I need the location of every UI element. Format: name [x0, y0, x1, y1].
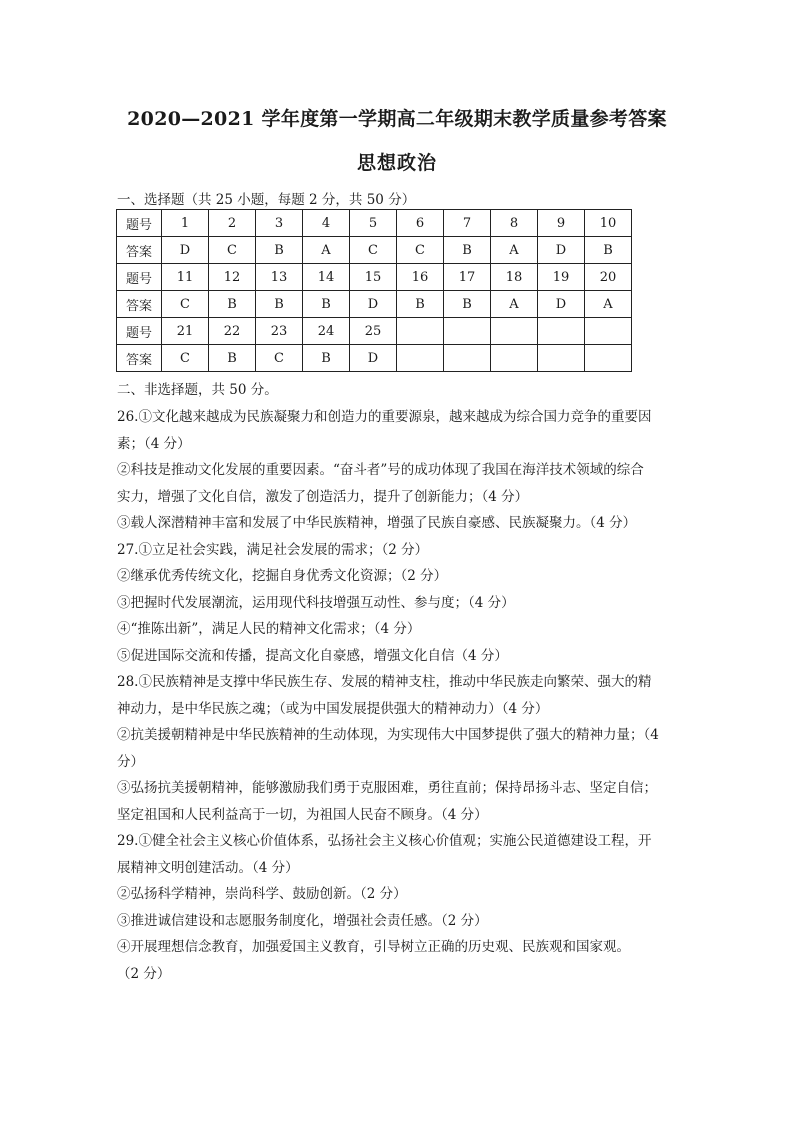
table-cell: A [491, 291, 538, 318]
table-cell: B [209, 345, 256, 372]
table-cell [444, 345, 491, 372]
answer-table [116, 209, 632, 372]
table-cell: 14 [303, 264, 350, 291]
answer-line: 28.①民族精神是支撑中华民族生存、发展的精神支柱，推动中华民族走向繁荣、强大的精 [117, 674, 652, 690]
table-cell: 22 [209, 318, 256, 345]
table-cell: 13 [256, 264, 303, 291]
answer-line: ②科技是推动文化发展的重要因素。“奋斗者”号的成功体现了我国在海洋技术领域的综合 [117, 462, 644, 478]
answer-line: （2 分） [117, 965, 171, 982]
table-cell: C [209, 237, 256, 264]
page-title: 2020—2021 学年度第一学期高二年级期末教学质量参考答案 [127, 108, 667, 130]
answer-line: ④“推陈出新”，满足人民的精神文化需求；（4 分） [117, 621, 421, 637]
table-cell: 24 [303, 318, 350, 345]
table-cell: 11 [162, 264, 209, 291]
table-cell: B [397, 291, 444, 318]
answer-line: ③推进诚信建设和志愿服务制度化，增强社会责任感。（2 分） [117, 912, 488, 929]
table-cell: 9 [538, 210, 585, 237]
row-header-cell: 题号 [117, 210, 162, 237]
answer-line: 27.①立足社会实践，满足社会发展的需求；（2 分） [117, 541, 429, 558]
table-cell [585, 318, 632, 345]
table-cell: 2 [209, 210, 256, 237]
table-row [117, 210, 632, 237]
answer-line: 素；（4 分） [117, 435, 191, 452]
table-cell [491, 345, 538, 372]
answer-line: 29.①健全社会主义核心价值体系，弘扬社会主义核心价值观；实施公民道德建设工程，开 [117, 833, 652, 849]
table-cell: 10 [585, 210, 632, 237]
table-cell: B [256, 237, 303, 264]
table-cell [397, 345, 444, 372]
table-cell: B [444, 237, 491, 264]
answer-line: 展精神文明创建活动。（4 分） [117, 859, 299, 876]
table-cell: A [303, 237, 350, 264]
answer-line: ③载人深潜精神丰富和发展了中华民族精神，增强了民族自豪感、民族凝聚力。（4 分） [117, 515, 637, 531]
table-row [117, 345, 632, 372]
table-cell: D [350, 291, 397, 318]
table-cell: 21 [162, 318, 209, 345]
answer-line: ②继承优秀传统文化，挖掘自身优秀文化资源；（2 分） [117, 568, 448, 584]
answer-text-body [117, 404, 683, 987]
answer-line: 神动力，是中华民族之魂；（或为中国发展提供强大的精神动力）（4 分） [117, 700, 549, 717]
table-cell: B [209, 291, 256, 318]
table-cell: C [350, 237, 397, 264]
table-cell: D [538, 237, 585, 264]
answer-line: ②抗美援朝精神是中华民族精神的生动体现，为实现伟大中国梦提供了强大的精神力量；（4 [117, 727, 659, 743]
section-heading-nonchoice: 二、非选择题，共 50 分。 [117, 382, 278, 398]
table-cell: B [444, 291, 491, 318]
table-cell: A [585, 291, 632, 318]
table-cell: C [397, 237, 444, 264]
table-cell: C [162, 291, 209, 318]
table-cell: C [256, 345, 303, 372]
row-header-cell: 答案 [117, 345, 162, 372]
table-cell: D [350, 345, 397, 372]
table-cell: 18 [491, 264, 538, 291]
table-cell: 15 [350, 264, 397, 291]
table-cell [444, 318, 491, 345]
table-cell: B [585, 237, 632, 264]
table-cell: 4 [303, 210, 350, 237]
answer-line: 26.①文化越来越成为民族凝聚力和创造力的重要源泉，越来越成为综合国力竞争的重要因 [117, 409, 652, 425]
table-cell: D [162, 237, 209, 264]
table-row [117, 291, 632, 318]
table-cell: 19 [538, 264, 585, 291]
answer-line: ③弘扬抗美援朝精神，能够激励我们勇于克服困难，勇往直前；保持昂扬斗志、坚定自信； [117, 780, 657, 796]
table-cell [585, 345, 632, 372]
section-heading-choice: 一、选择题（共 25 小题，每题 2 分，共 50 分） [117, 192, 416, 208]
table-cell: D [538, 291, 585, 318]
table-cell: 3 [256, 210, 303, 237]
table-cell [397, 318, 444, 345]
answer-line: ②弘扬科学精神，崇尚科学、鼓励创新。（2 分） [117, 886, 407, 902]
table-cell: 20 [585, 264, 632, 291]
table-row [117, 237, 632, 264]
answer-line: 实力，增强了文化自信，激发了创造活力，提升了创新能力；（4 分） [117, 488, 529, 505]
table-cell: 23 [256, 318, 303, 345]
answer-line: 分） [117, 753, 144, 770]
table-cell: A [491, 237, 538, 264]
answer-line: ③把握时代发展潮流，运用现代科技增强互动性、参与度；（4 分） [117, 594, 515, 611]
table-cell: 5 [350, 210, 397, 237]
table-cell: 1 [162, 210, 209, 237]
table-cell: 12 [209, 264, 256, 291]
table-row [117, 264, 632, 291]
subject-title: 思想政治 [356, 152, 437, 174]
table-cell [491, 318, 538, 345]
table-cell: 17 [444, 264, 491, 291]
table-cell [538, 318, 585, 345]
table-cell [538, 345, 585, 372]
row-header-cell: 题号 [117, 264, 162, 291]
table-cell: B [303, 345, 350, 372]
answer-line: ⑤促进国际交流和传播，提高文化自豪感，增强文化自信（4 分） [117, 647, 508, 664]
row-header-cell: 答案 [117, 237, 162, 264]
answer-line: ④开展理想信念教育，加强爱国主义教育，引导树立正确的历史观、民族观和国家观。 [117, 939, 630, 955]
table-cell: 16 [397, 264, 444, 291]
answer-line: 坚定祖国和人民利益高于一切，为祖国人民奋不顾身。（4 分） [117, 806, 488, 823]
table-cell: 6 [397, 210, 444, 237]
table-cell: 7 [444, 210, 491, 237]
table-cell: 25 [350, 318, 397, 345]
table-cell: B [256, 291, 303, 318]
table-cell: B [303, 291, 350, 318]
table-cell: 8 [491, 210, 538, 237]
table-cell: C [162, 345, 209, 372]
table-row [117, 318, 632, 345]
row-header-cell: 答案 [117, 291, 162, 318]
row-header-cell: 题号 [117, 318, 162, 345]
